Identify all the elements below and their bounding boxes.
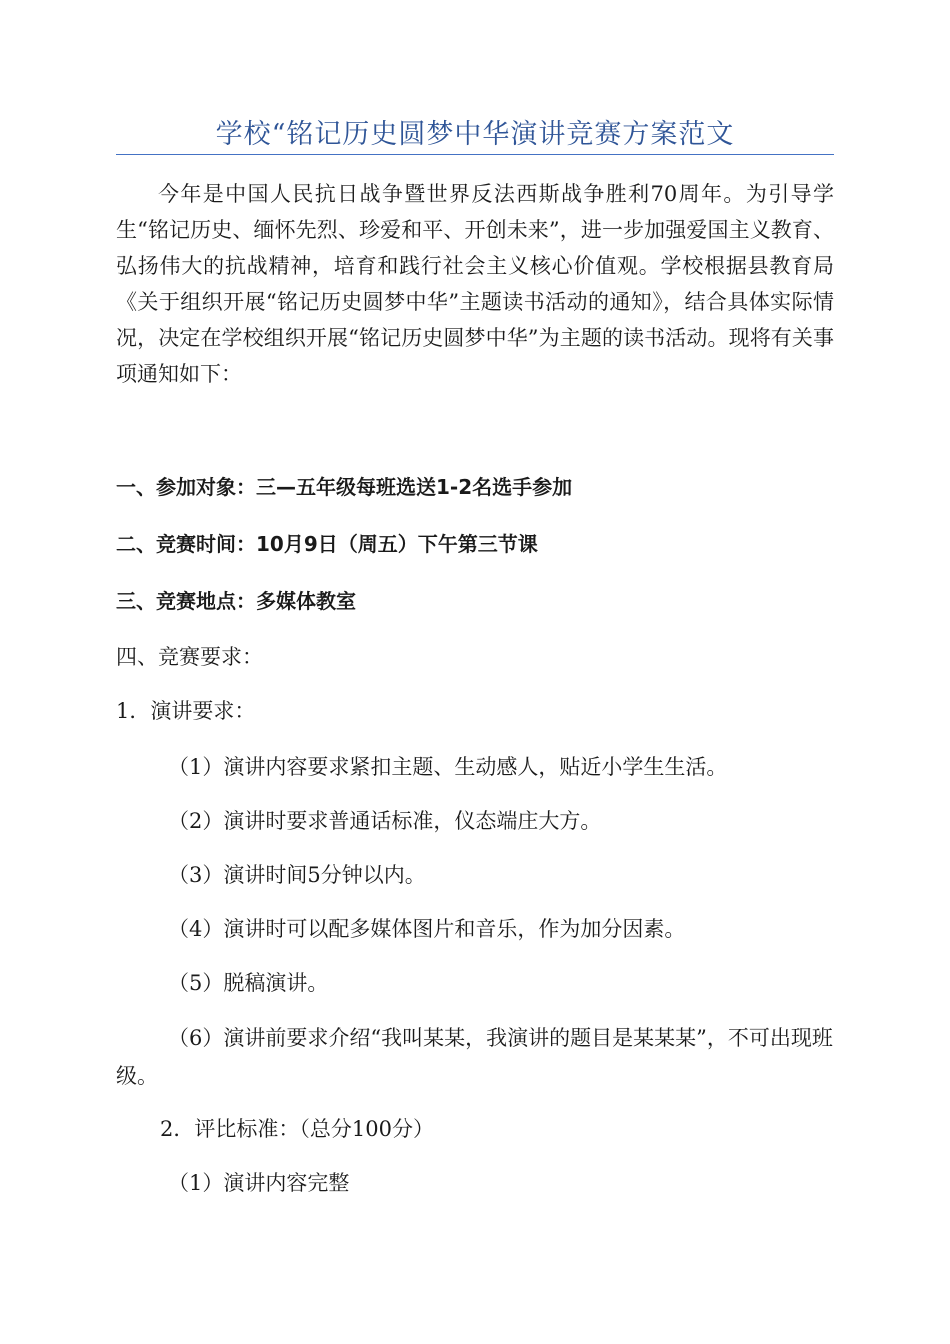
list-item: （1）演讲内容完整 — [168, 1171, 350, 1195]
section-location: 三、竞赛地点：多媒体教室 — [116, 589, 356, 613]
title-underline — [116, 154, 834, 155]
intro-paragraph: 今年是中国人民抗日战争暨世界反法西斯战争胜利70周年。为引导学生“铭记历史、缅怀先烈、珍爱和平、开创未来”，进一步加强爱国主义教育、弘扬伟大的抗战精神，培育和践行社会主义核心价值观。学校根据县教育局《关于组织开展“铭记历史圆梦中华”主题读书活动的通知》，结合具体实际情况，决定在学校组织开展“铭记历史圆梦中华”为主题的读书活动。现将有关事项通知如下： — [116, 182, 834, 386]
list-item: （5）脱稿演讲。 — [168, 971, 329, 995]
section-time: 二、竞赛时间：10月9日（周五）下午第三节课 — [116, 532, 538, 556]
section-requirements: 四、竞赛要求： — [116, 645, 263, 669]
list-item: （1）演讲内容要求紧扣主题、生动感人，贴近小学生生活。 — [168, 755, 728, 779]
criteria-heading: 2．评比标准：（总分100分） — [160, 1117, 434, 1141]
section-participants: 一、参加对象：三—五年级每班选送1-2名选手参加 — [116, 475, 573, 499]
list-item: （3）演讲时间5分钟以内。 — [168, 863, 426, 887]
list-item: （2）演讲时要求普通话标准，仪态端庄大方。 — [168, 809, 602, 833]
speech-requirements-heading: 1．演讲要求： — [116, 699, 256, 723]
list-item: （6）演讲前要求介绍“我叫某某，我演讲的题目是某某某”，不可出现班级。 — [116, 1026, 833, 1088]
list-item: （4）演讲时可以配多媒体图片和音乐，作为加分因素。 — [168, 917, 686, 941]
document-title: 学校“铭记历史圆梦中华演讲竞赛方案范文 — [215, 119, 735, 150]
